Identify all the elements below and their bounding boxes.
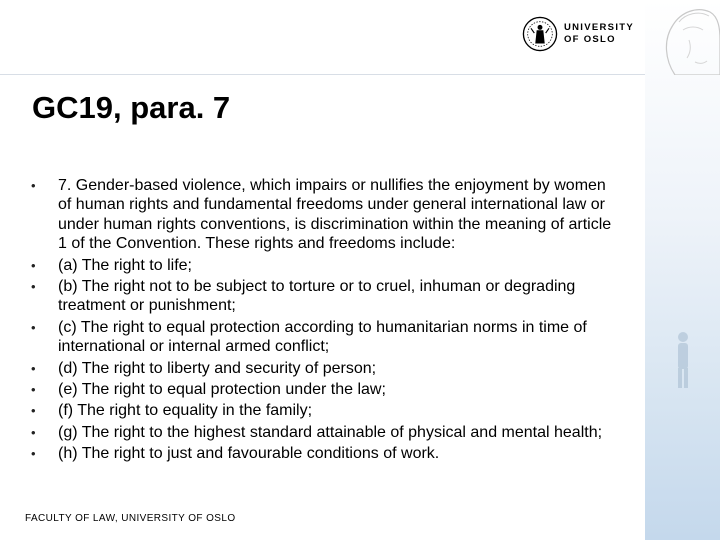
list-item-text: (d) The right to liberty and security of person; (58, 359, 377, 377)
bullet-icon: • (31, 279, 36, 295)
bullet-icon: • (31, 178, 36, 193)
decorative-side-band (645, 0, 720, 540)
figure-silhouette-icon (672, 330, 694, 390)
bullet-icon: • (31, 424, 36, 440)
bullet-icon: • (31, 446, 36, 462)
list-item (31, 423, 621, 442)
list-item (31, 318, 621, 357)
bullet-list (31, 176, 621, 466)
list-item-text: (g) The right to the highest standard attainable of physical and mental health; (58, 423, 603, 441)
list-item-text: (e) The right to equal protection under the law; (58, 381, 386, 399)
header-divider (0, 74, 645, 75)
bullet-icon: • (31, 360, 36, 376)
list-item-text: (f) The right to equality in the family; (58, 402, 313, 420)
list-item (31, 401, 621, 420)
list-item-text: (a) The right to life; (58, 256, 192, 274)
list-item (31, 277, 621, 316)
bullet-icon: • (31, 319, 36, 335)
logo-line-2: OF OSLO (563, 34, 616, 45)
list-item-text: (c) The right to equal protection according to humanitarian norms in time of international or internal armed conflict; (58, 318, 587, 356)
logo-line-1: UNIVERSITY (563, 22, 634, 33)
list-item (31, 444, 621, 463)
list-item (31, 380, 621, 399)
footer-text: FACULTY OF LAW, UNIVERSITY OF OSLO (25, 513, 236, 524)
bullet-icon: • (31, 382, 36, 398)
list-item-text: (b) The right not to be subject to torture or to cruel, inhuman or degrading treatment or punishment; (58, 278, 576, 315)
university-seal-icon (522, 15, 558, 53)
list-item (31, 176, 621, 254)
slide-title: GC19, para. 7 (32, 90, 231, 125)
university-logo (522, 14, 634, 54)
list-item-text: (h) The right to just and favourable conditions of work. (58, 445, 440, 463)
list-item-text: 7. Gender-based violence, which impairs or nullifies the enjoyment by women of human rights and fundamental freedoms under general international law or under human rights conventions, is discrimination within the meaning of article 1 of the Convention. These rights and freedoms include: (58, 177, 612, 253)
list-item (31, 359, 621, 378)
bullet-icon: • (31, 403, 36, 419)
list-item (31, 256, 621, 275)
statue-head-icon (655, 0, 720, 75)
bullet-icon: • (31, 257, 36, 273)
